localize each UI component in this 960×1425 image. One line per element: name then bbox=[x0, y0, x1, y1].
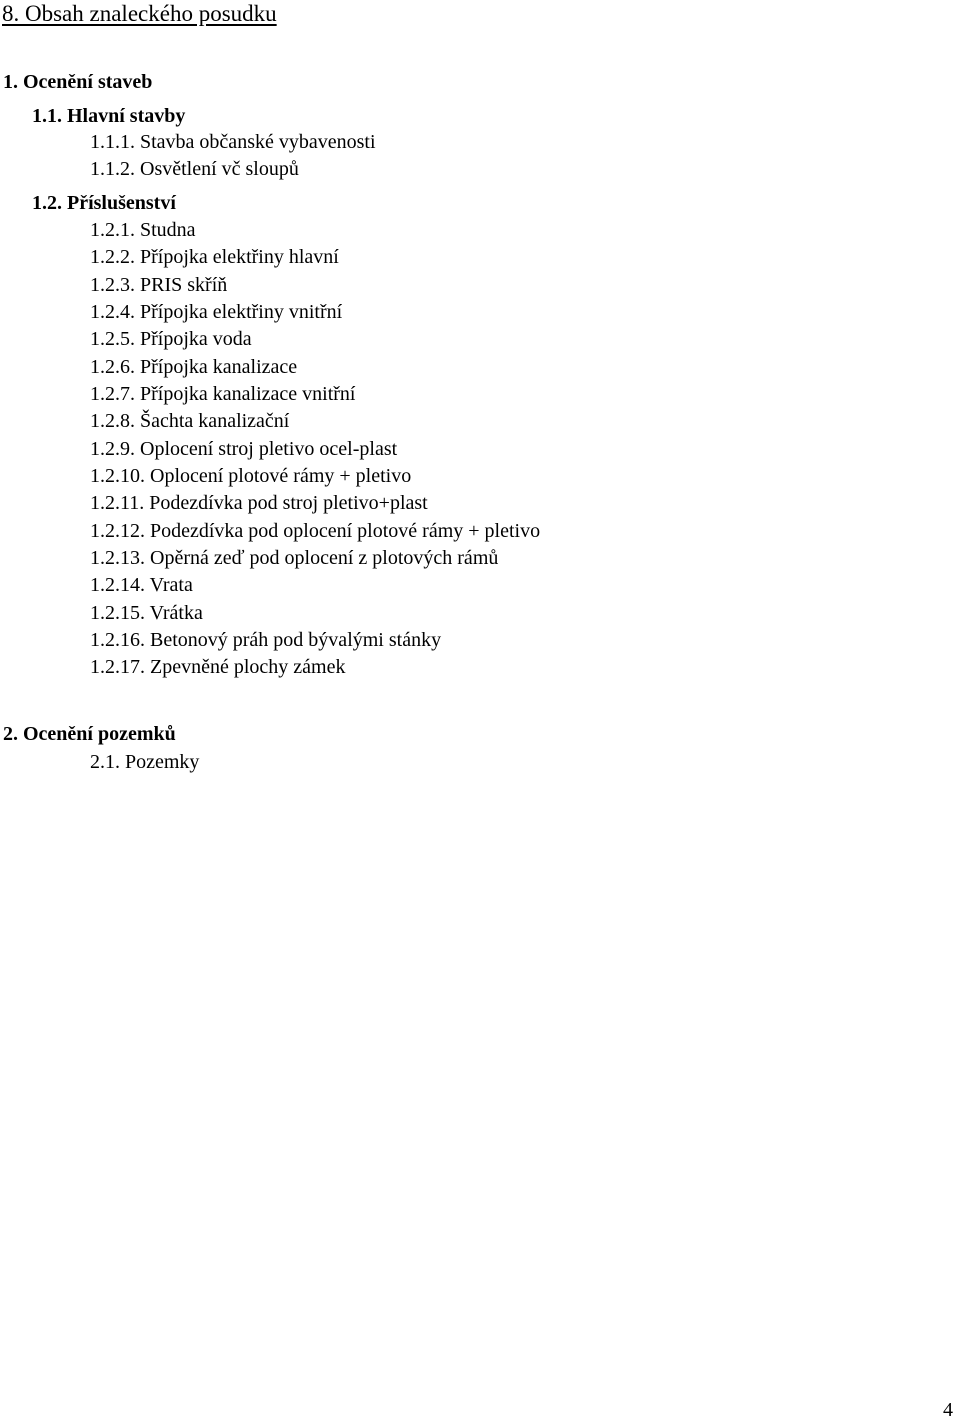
list-item: 1.2.5. Přípojka voda bbox=[90, 328, 252, 350]
list-item: 1.2.9. Oplocení stroj pletivo ocel-plast bbox=[90, 438, 398, 460]
list-item: 1.2.4. Přípojka elektřiny vnitřní bbox=[90, 301, 343, 323]
list-item: 1.2.15. Vrátka bbox=[90, 602, 203, 624]
list-item: 2.1. Pozemky bbox=[90, 751, 200, 773]
list-item: 1.2.14. Vrata bbox=[90, 574, 193, 596]
list-item: 1.2.17. Zpevněné plochy zámek bbox=[90, 656, 346, 678]
subsection-heading-1-1: 1.1. Hlavní stavby bbox=[32, 105, 186, 127]
list-item: 1.2.12. Podezdívka pod oplocení plotové rámy + pletivo bbox=[90, 520, 541, 542]
list-item: 1.2.13. Opěrná zeď pod oplocení z plotových rámů bbox=[90, 547, 499, 569]
section-heading-2: 2. Ocenění pozemků bbox=[3, 723, 176, 745]
page-title: 8. Obsah znaleckého posudku bbox=[2, 1, 277, 26]
subsection-heading-1-2: 1.2. Příslušenství bbox=[32, 192, 176, 214]
list-item: 1.1.1. Stavba občanské vybavenosti bbox=[90, 131, 376, 153]
list-item: 1.2.2. Přípojka elektřiny hlavní bbox=[90, 246, 339, 268]
section-heading-1: 1. Ocenění staveb bbox=[3, 71, 153, 93]
list-item: 1.1.2. Osvětlení vč sloupů bbox=[90, 158, 299, 180]
list-item: 1.2.3. PRIS skříň bbox=[90, 274, 228, 296]
list-item: 1.2.6. Přípojka kanalizace bbox=[90, 356, 298, 378]
list-item: 1.2.1. Studna bbox=[90, 219, 196, 241]
list-item: 1.2.7. Přípojka kanalizace vnitřní bbox=[90, 383, 356, 405]
list-item: 1.2.11. Podezdívka pod stroj pletivo+plast bbox=[90, 492, 428, 514]
list-item: 1.2.10. Oplocení plotové rámy + pletivo bbox=[90, 465, 412, 487]
list-item: 1.2.16. Betonový práh pod bývalými stánky bbox=[90, 629, 442, 651]
page-number: 4 bbox=[943, 1399, 953, 1421]
list-item: 1.2.8. Šachta kanalizační bbox=[90, 410, 290, 432]
